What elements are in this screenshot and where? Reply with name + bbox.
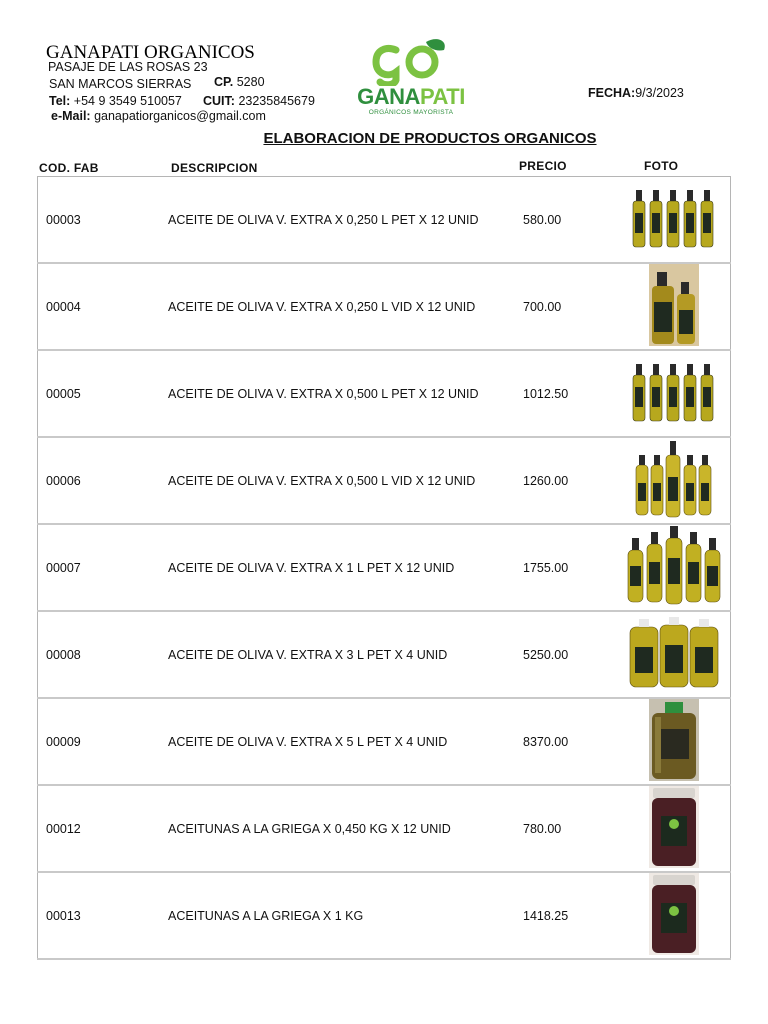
document-date bbox=[588, 86, 684, 100]
table-row bbox=[38, 350, 731, 437]
product-photo-cell bbox=[618, 177, 731, 264]
product-price: 1260.00 bbox=[523, 437, 618, 524]
company-cuit bbox=[203, 94, 315, 108]
product-price: 5250.00 bbox=[523, 611, 618, 698]
product-code: 00007 bbox=[38, 524, 169, 611]
product-description: ACEITE DE OLIVA V. EXTRA X 3 L PET X 4 UNID bbox=[168, 611, 523, 698]
company-address: PASAJE DE LAS ROSAS 23 bbox=[48, 60, 208, 74]
product-price: 780.00 bbox=[523, 785, 618, 872]
cp-value: 5280 bbox=[236, 75, 265, 89]
product-description: ACEITE DE OLIVA V. EXTRA X 1 L PET X 12 UNID bbox=[168, 524, 523, 611]
olive-oil-5l-jug-icon bbox=[649, 699, 699, 781]
product-code: 00006 bbox=[38, 437, 169, 524]
product-photo-cell bbox=[618, 872, 731, 959]
document-title: ELABORACION DE PRODUCTOS ORGANICOS bbox=[263, 130, 597, 147]
product-table bbox=[37, 176, 731, 960]
tel-value: +54 9 3549 510057 bbox=[73, 94, 182, 108]
table-row bbox=[38, 177, 731, 264]
product-price: 1012.50 bbox=[523, 350, 618, 437]
product-photo-cell bbox=[618, 611, 731, 698]
company-phone bbox=[49, 94, 182, 108]
olive-oil-small-bottles-icon bbox=[629, 187, 719, 249]
product-description: ACEITE DE OLIVA V. EXTRA X 0,250 L PET X 12 UNID bbox=[168, 177, 523, 264]
olive-oil-large-bottles-icon bbox=[626, 526, 722, 606]
olive-oil-glass-bottle-icon bbox=[649, 264, 699, 346]
product-photo-cell bbox=[618, 524, 731, 611]
olives-jar-icon bbox=[649, 786, 699, 868]
product-photo-cell bbox=[618, 437, 731, 524]
table-row bbox=[38, 524, 731, 611]
company-city: SAN MARCOS SIERRAS bbox=[49, 77, 192, 91]
cp-label: CP. bbox=[214, 75, 234, 89]
logo-tagline: ORGÁNICOS MAYORISTA bbox=[368, 109, 454, 116]
product-code: 00009 bbox=[38, 698, 169, 785]
email-label: e-Mail: bbox=[51, 109, 91, 123]
product-photo-cell bbox=[618, 263, 731, 350]
product-price: 1418.25 bbox=[523, 872, 618, 959]
olive-oil-bottles-icon bbox=[629, 361, 719, 423]
product-description: ACEITE DE OLIVA V. EXTRA X 0,500 L VID X 12 UNID bbox=[168, 437, 523, 524]
logo-wordmark: GANAPATI bbox=[357, 84, 465, 109]
table-row bbox=[38, 698, 731, 785]
date-label: FECHA: bbox=[588, 86, 636, 100]
column-header-code: COD. FAB bbox=[39, 161, 99, 175]
product-description: ACEITE DE OLIVA V. EXTRA X 0,250 L VID X 12 UNID bbox=[168, 263, 523, 350]
company-postal-code bbox=[214, 75, 265, 89]
ganapati-logo bbox=[356, 36, 466, 118]
company-name: GANAPATI ORGANICOS bbox=[46, 42, 255, 63]
product-code: 00012 bbox=[38, 785, 169, 872]
product-code: 00004 bbox=[38, 263, 169, 350]
product-price: 1755.00 bbox=[523, 524, 618, 611]
table-row bbox=[38, 263, 731, 350]
email-value: ganapatiorganicos@gmail.com bbox=[94, 109, 266, 123]
product-photo-cell bbox=[618, 785, 731, 872]
date-value: 9/3/2023 bbox=[635, 86, 684, 100]
column-header-photo: FOTO bbox=[644, 159, 679, 173]
olive-oil-glass-bottles-icon bbox=[634, 439, 714, 519]
product-code: 00008 bbox=[38, 611, 169, 698]
product-price: 580.00 bbox=[523, 177, 618, 264]
column-header-description: DESCRIPCION bbox=[171, 161, 258, 175]
olive-oil-jugs-icon bbox=[629, 617, 719, 689]
product-description: ACEITUNAS A LA GRIEGA X 1 KG bbox=[168, 872, 523, 959]
cuit-label: CUIT: bbox=[203, 94, 235, 108]
olives-large-jar-icon bbox=[649, 873, 699, 955]
product-description: ACEITUNAS A LA GRIEGA X 0,450 KG X 12 UNID bbox=[168, 785, 523, 872]
product-photo-cell bbox=[618, 698, 731, 785]
product-code: 00003 bbox=[38, 177, 169, 264]
product-photo-cell bbox=[618, 350, 731, 437]
product-description: ACEITE DE OLIVA V. EXTRA X 5 L PET X 4 UNID bbox=[168, 698, 523, 785]
tel-label: Tel: bbox=[49, 94, 71, 108]
product-code: 00013 bbox=[38, 872, 169, 959]
product-price: 700.00 bbox=[523, 263, 618, 350]
go-leaf-logo-icon bbox=[356, 36, 466, 86]
company-email bbox=[51, 109, 266, 123]
table-row bbox=[38, 437, 731, 524]
table-row bbox=[38, 611, 731, 698]
product-price: 8370.00 bbox=[523, 698, 618, 785]
product-description: ACEITE DE OLIVA V. EXTRA X 0,500 L PET X 12 UNID bbox=[168, 350, 523, 437]
product-code: 00005 bbox=[38, 350, 169, 437]
cuit-value: 23235845679 bbox=[238, 94, 315, 108]
table-row bbox=[38, 785, 731, 872]
column-header-price: PRECIO bbox=[519, 159, 567, 173]
table-row bbox=[38, 872, 731, 959]
